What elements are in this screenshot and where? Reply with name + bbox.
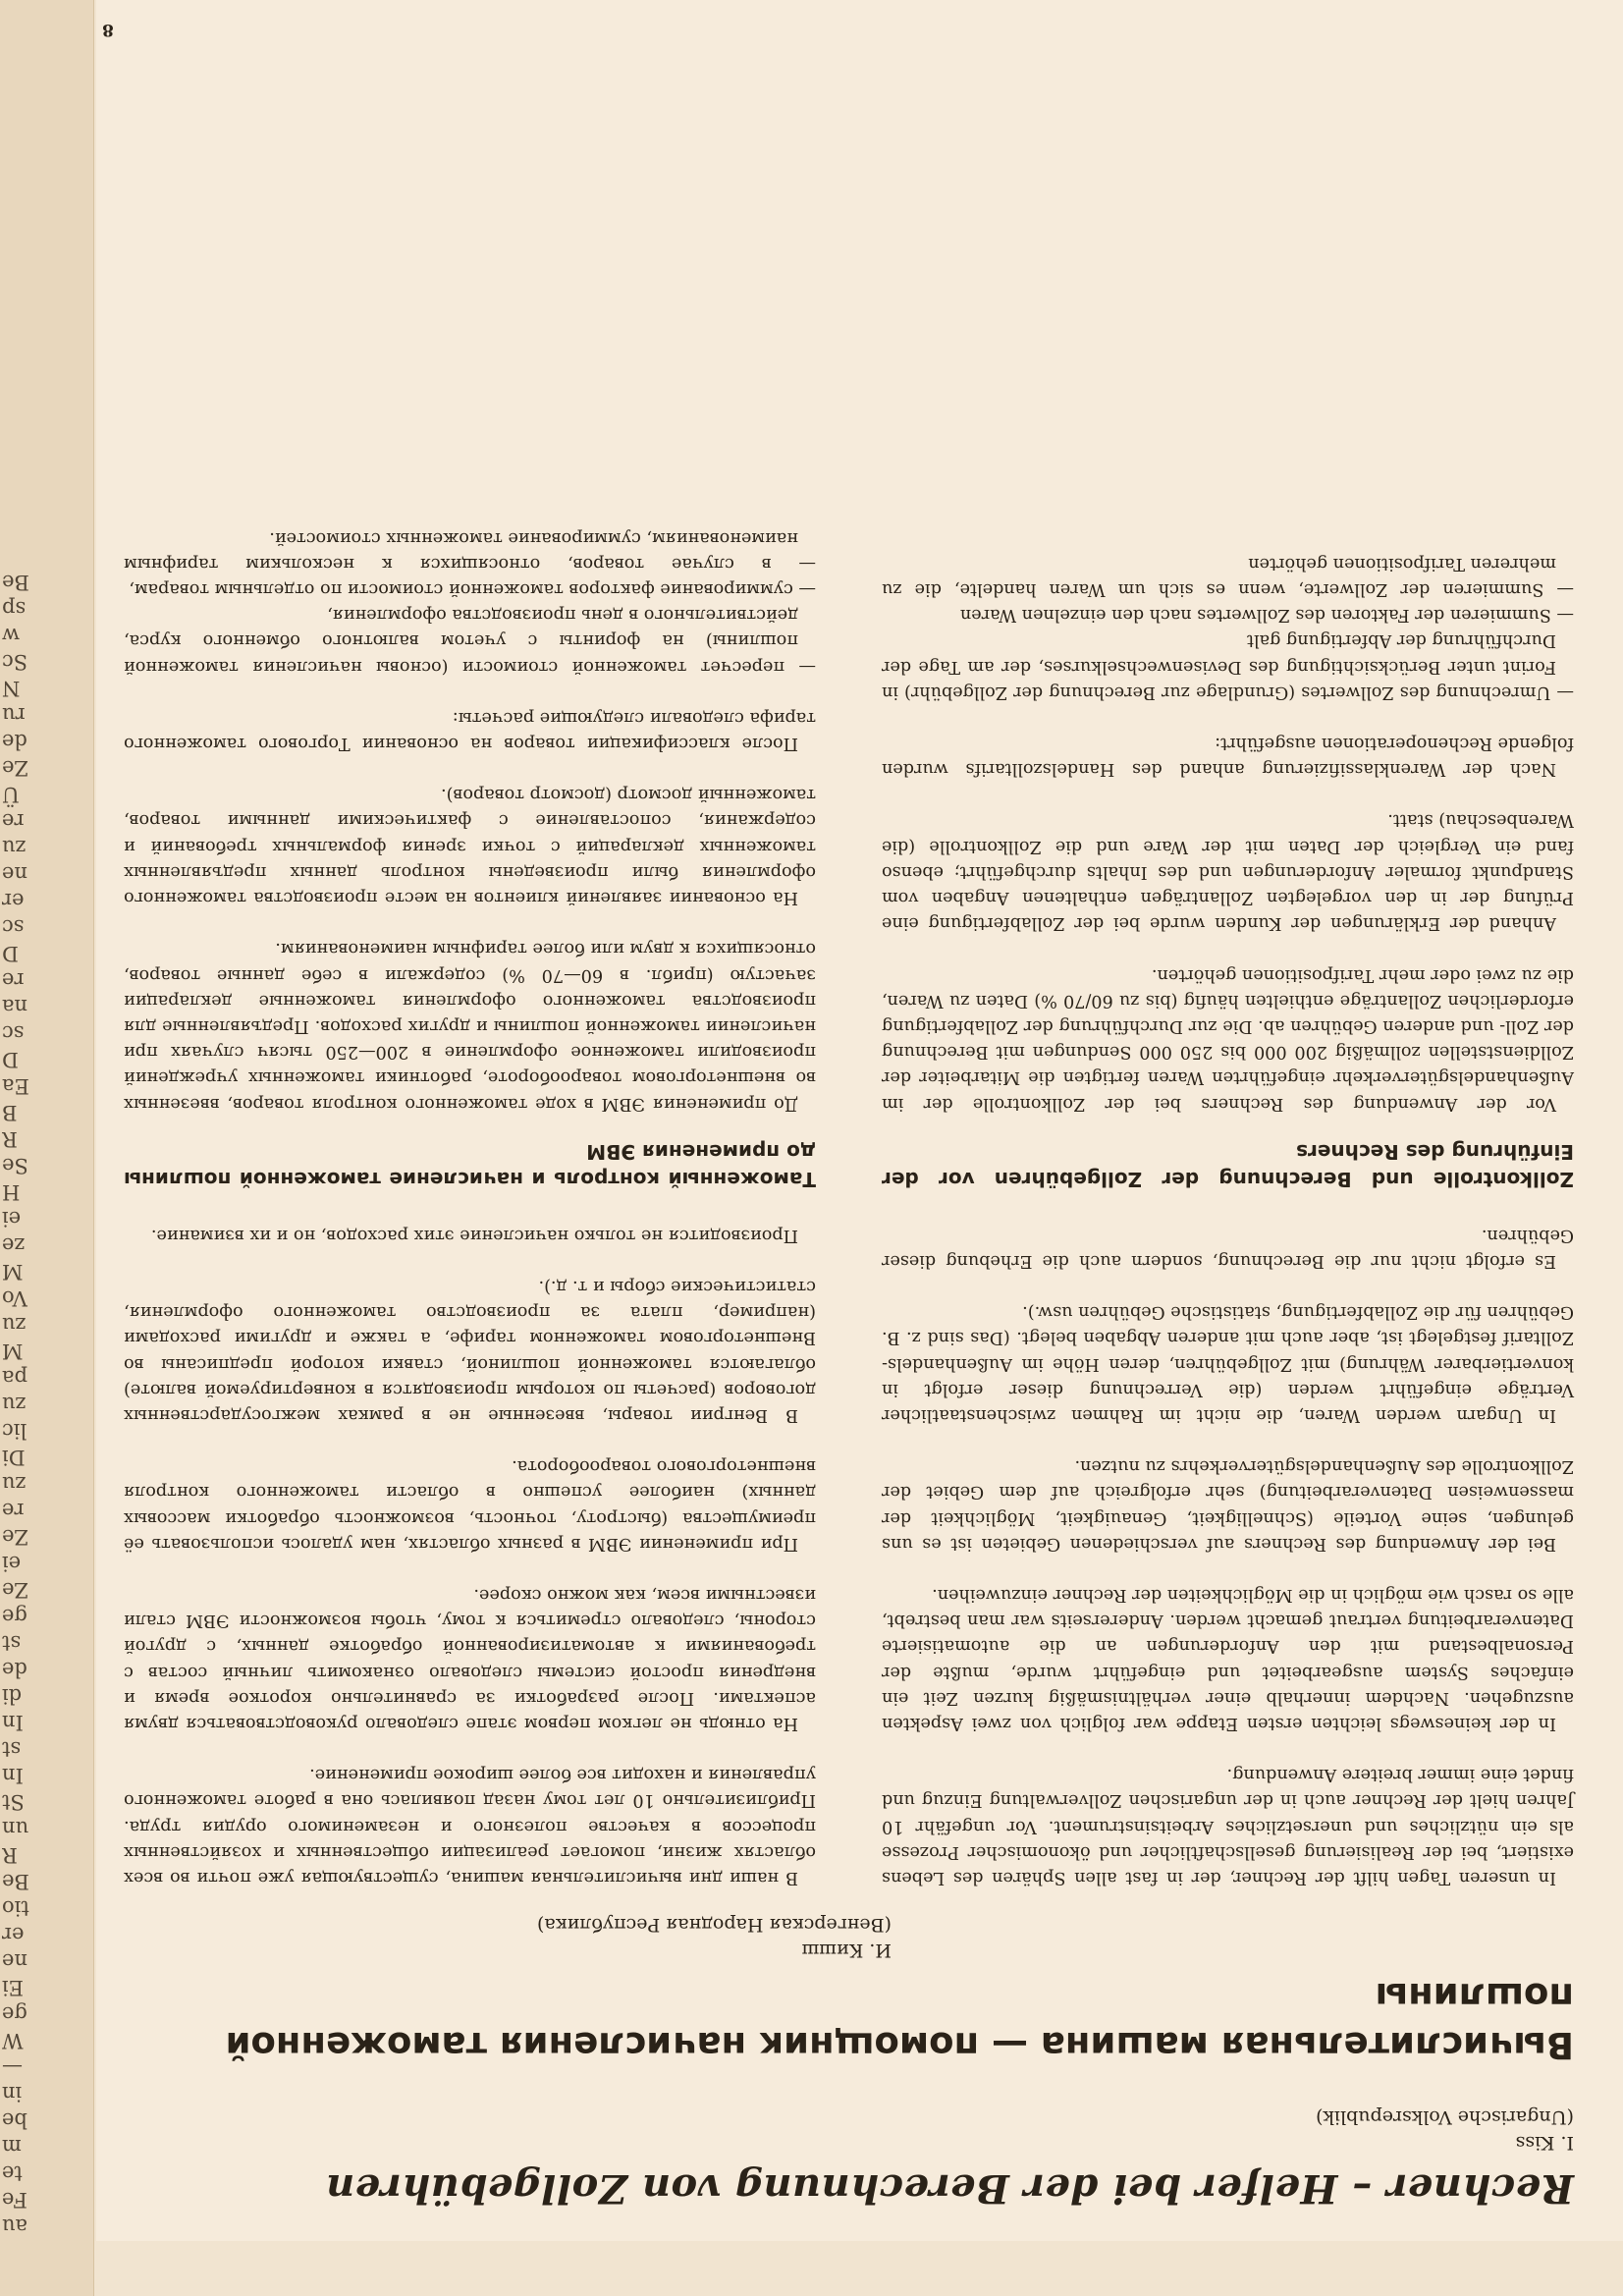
gutter-fragment: sc	[2, 915, 25, 939]
gutter-fragment: m	[2, 2135, 22, 2159]
russian-section-heading: Таможенный контроль и начисление таможенной пошлины до применения ЭВМ	[124, 1139, 816, 1191]
gutter-fragment: Se	[2, 1154, 28, 1177]
gutter-fragment: Be	[2, 571, 29, 594]
german-list-item: — Summieren der Faktoren des Zollwertes nach den einzelnen Waren	[959, 605, 1574, 626]
gutter-fragment: Be	[2, 1870, 29, 1893]
gutter-fragment: In	[2, 1764, 24, 1787]
gutter-fragment: sp	[2, 597, 27, 621]
gutter-fragment: Ze	[2, 756, 29, 780]
gutter-fragment: zu	[2, 1313, 27, 1337]
gutter-fragment: er	[2, 889, 25, 912]
gutter-fragment: Fe	[2, 2188, 27, 2212]
gutter-fragment: B	[2, 1101, 18, 1124]
german-list	[882, 551, 1574, 705]
german-section-heading: Zollkontrolle und Berechnung der Zollgebühren vor der Einführung des Rechners	[882, 1139, 1574, 1191]
gutter-fragment: tio	[2, 1896, 29, 1920]
gutter-fragment: Ea	[2, 1074, 29, 1098]
gutter-fragment: be	[2, 2108, 27, 2132]
two-column-body	[124, 499, 1574, 1890]
gutter-fragment: ge	[2, 1605, 27, 1628]
gutter-fragment: un	[2, 1817, 29, 1840]
german-paragraph: In Ungarn werden Waren, die nicht im Rahmen zwischenstaatlicher Verträge eingeführt werden (die Verrechnung dieser erfolgt in konvertierbarer Währung) mit Zollgebühren, deren Höhe im Außenhandels-Zolltarif festgelegt ist, aber auch mit anderen Abgaben belegt. (Das sind z. B. Gebühren für die Zollabfertigung, statistische Gebühren usw.).	[882, 1302, 1574, 1425]
german-paragraph: Bei der Anwendung des Rechners auf verschiedenen Gebieten ist es uns gelungen, seine Vorteile (Schnelligkeit, Genauigkeit, Möglichkeit der massenweisen Datenverarbeitung) sehr erfolgreich auf dem Gebiet der Zollkontrolle des Außenhandelsgüterverkehrs zu nutzen.	[882, 1456, 1574, 1554]
gutter-fragment: ge	[2, 2002, 27, 2026]
gutter-fragment: re	[2, 1499, 25, 1522]
german-author-block	[124, 2105, 1574, 2156]
gutter-fragment: st	[2, 1631, 22, 1655]
gutter-fragment: na	[2, 995, 28, 1018]
gutter-fragment: Ü	[2, 783, 20, 806]
gutter-fragment: St	[2, 1790, 25, 1814]
russian-paragraph: На основании заявлений клиентов на месте производства таможенного оформления были произведены контроль данных предъявленных таможенных деклараций с точки зрения формальных требований и содержания, сопоставление с фактическими данными товаров, таможенный досмотр (досмотр товаров).	[124, 785, 816, 908]
german-list-item: — Summieren der Zollwerte, wenn es sich um Waren handelte, die zu mehreren Tarifpositionen gehörten	[882, 553, 1574, 600]
russian-list-item: — пересчет таможенной стоимости (основы начисления таможенной пошлины) на форинты с учетом валютного обменного курса, действительного в день производства оформления,	[124, 605, 816, 677]
russian-paragraph: На отнюдь не легком первом этапе следовало руководствоваться двумя аспектами. После разработки за сравнительно короткое время и внедрения простой системы следовало ознакомить личный состав с требованиями к автоматизированной обработке данных, с другой стороны, следовало стремиться к тому, чтобы возможности ЭВМ стали известными всем, как можно скорее.	[124, 1584, 816, 1733]
russian-paragraph: Производится не только начисление этих расходов, но и их взимание.	[150, 1225, 798, 1245]
gutter-fragment: w	[2, 624, 20, 647]
gutter-fragment: D	[2, 1048, 19, 1071]
gutter-fragment: zu	[2, 836, 27, 859]
adjacent-page-fragments	[2, 39, 88, 2239]
gutter-fragment: H	[2, 1180, 21, 1204]
gutter-fragment: W	[2, 2029, 24, 2052]
russian-column	[124, 499, 816, 1890]
german-author: I. Kiss	[1515, 2132, 1574, 2154]
gutter-fragment: Ze	[2, 1578, 29, 1602]
gutter-fragment: re	[2, 968, 25, 992]
russian-author: И. Кишш	[801, 1940, 892, 1961]
page-number: 8	[102, 20, 114, 39]
german-paragraph: Anhand der Erklärungen der Kunden wurde bei der Zollabfertigung eine Prüfung der in den vorgelegten Zollanträgen enthaltenen Angaben vom Standpunkt formaler Anforderungen und des Inhalts durchgeführt; ebenso fand ein Vergleich der Daten mit der Ware und die Zollkontrolle (die Warenbeschau) statt.	[882, 810, 1574, 934]
gutter-fragment: er	[2, 1923, 25, 1946]
russian-paragraph: При применении ЭВМ в разных областях, нам удалось использовать её преимущества (быстроту, точность, возможность обработки массовых данных) наиболее успешно в области таможенного контроля внешнеторгового товарооборота.	[124, 1456, 816, 1554]
adjacent-page-edge	[0, 0, 94, 2296]
gutter-fragment: pa	[2, 1366, 27, 1390]
gutter-fragment: in	[2, 2082, 23, 2105]
gutter-fragment: M	[2, 1339, 24, 1363]
gutter-fragment: sc	[2, 1021, 25, 1045]
russian-list-item: — суммирование факторов таможенной стоимости по отдельным товарам,	[129, 579, 816, 600]
gutter-fragment: ru	[2, 703, 26, 727]
page-sheet	[96, 0, 1623, 2241]
gutter-fragment: zu	[2, 1472, 27, 1496]
gutter-fragment: ze	[2, 1233, 26, 1257]
gutter-fragment: di	[2, 1684, 23, 1708]
gutter-fragment: D	[2, 942, 19, 965]
gutter-fragment: ne	[2, 1949, 27, 1973]
german-paragraph: In der keineswegs leichten ersten Etappe war folglich von zwei Aspekten auszugehen. Nachdem innerhalb einer verhältnismäßig kurzen Zeit ein einfaches System ausgearbeitet und eingeführt wurde, mußte der Personalbestand mit den Anforderungen an die automatisierte Datenverarbeitung vertraut gemacht werden. Andererseits war man bestrebt, alle so rasch wie möglich in die Möglichkeiten der Rechner einzuweihen.	[882, 1584, 1574, 1733]
gutter-fragment: —	[2, 2055, 23, 2079]
gutter-fragment: R	[2, 1843, 18, 1867]
gutter-fragment: Ei	[2, 1976, 25, 1999]
russian-paragraph: В наши дни вычислительная машина, существующая уже почти во всех областях жизни, помогает реализации общественных и хозяйственных процессов в качестве полезного и незаменимого орудия труда. Приблизительно 10 лет тому назад появилась она в работе таможенного управления и находит все более широкое применение.	[124, 1765, 816, 1887]
gutter-fragment: Ze	[2, 1525, 29, 1549]
german-paragraph: In unseren Tagen hilft der Rechner, der in fast allen Sphären des Lebens existiert, bei der Realisierung gesellschaftlicher und ökonomischer Prozesse als ein nützliches und unersetzliches Arbeitsinstrument. Vor ungefähr 10 Jahren hielt der Rechner auch in der ungarischen Zollverwaltung Einzug und findet eine immer breitere Anwendung.	[882, 1765, 1574, 1887]
russian-title: Вычислительная машина — помощник начисления таможенной пошлины	[225, 1975, 1574, 2066]
russian-paragraph: В Венгрии товары, ввезенные не в рамках межгосударственных договоров (расчеты по которым производятся в конвертируемой валюте) облагаются таможенной пошлиной, ставки которой предписаны во Внешнеторговом таможенном тарифе, а также и другими расходами (например, плата за производство таможенного оформления, статистические сборы и т. д.).	[124, 1276, 816, 1425]
russian-author-block	[124, 1912, 892, 1963]
gutter-fragment: Sc	[2, 650, 28, 674]
gutter-fragment: Vo	[2, 1286, 27, 1310]
gutter-fragment: N	[2, 677, 21, 700]
gutter-fragment: Di	[2, 1446, 26, 1469]
russian-author-country: (Венгерская Народная Республика)	[536, 1914, 892, 1936]
gutter-fragment: de	[2, 1658, 27, 1681]
gutter-fragment: ei	[2, 1207, 22, 1230]
german-title: Rechner – Helfer bei der Berechnung von Zollgebühren	[325, 2165, 1574, 2212]
gutter-fragment: de	[2, 730, 27, 753]
gutter-fragment: R	[2, 1127, 18, 1151]
russian-list-item: — в случае товаров, относящихся к нескольким тарифным наименованиям, суммирование таможенных стоимостей.	[124, 527, 816, 574]
upside-down-content	[96, 0, 1623, 2241]
gutter-fragment: ei	[2, 1552, 22, 1575]
gutter-fragment: M	[2, 1260, 24, 1284]
german-column	[882, 499, 1574, 1890]
german-list-item: — Umrechnung des Zollwertes (Grundlage zur Berechnung der Zollgebühr) in Forint unter Berücksichtigung des Devisenwechselkurses, der am Tage der Durchführung der Abfertigung galt	[882, 630, 1574, 702]
german-paragraph: Vor der Anwendung des Rechners bei der Zollkontrolle der im Außenhandelsgüterverkehr eingeführten Waren fertigten die Mitarbeiter der Zolldienststellen zollmäßig 200 000 bis 250 000 Sendungen mit Berechnung der Zoll- und anderen Gebühren ab. Die zur Durchführung der Zollabfertigung erforderlichen Zollanträge enthielten häufig (bis zu 60/70 %) Daten zu Waren, die zu zwei oder mehr Tarifpositionen gehörten.	[882, 964, 1574, 1114]
gutter-fragment: lic	[2, 1419, 27, 1443]
gutter-fragment: ne	[2, 862, 27, 886]
gutter-fragment: au	[2, 2214, 28, 2238]
german-author-country: (Ungarische Volksrepublik)	[1316, 2106, 1574, 2128]
german-paragraph: Nach der Warenklassifizierung anhand des Handelszolltarifs wurden folgende Rechenoperationen ausgeführt:	[882, 734, 1574, 780]
german-paragraph: Es erfolgt nicht nur die Berechnung, sondern auch die Erhebung dieser Gebühren.	[882, 1225, 1574, 1271]
russian-paragraph: До применения ЭВМ в ходе таможенного контроля товаров, ввезенных во внешнеторговом товарообороте, работники таможенных учреждений производили таможенное оформление в 200—250 тысяч случаях при начислении таможенной пошлины и других расходов. Предъявленные для производства таможенного оформления таможенные декларации зачастую (прибл. в 60—70 %) содержали в себе данные товаров, относящихся к двум или более тарифным наименованиям.	[124, 939, 816, 1114]
russian-paragraph: После классификации товаров на основании Торгового таможенного тарифа следовали следующие расчеты:	[124, 707, 816, 754]
gutter-fragment: te	[2, 2161, 23, 2185]
russian-list	[124, 524, 816, 679]
gutter-fragment: zu	[2, 1393, 27, 1416]
gutter-fragment: st	[2, 1737, 22, 1761]
gutter-fragment: re	[2, 809, 25, 833]
gutter-fragment: In	[2, 1711, 24, 1734]
